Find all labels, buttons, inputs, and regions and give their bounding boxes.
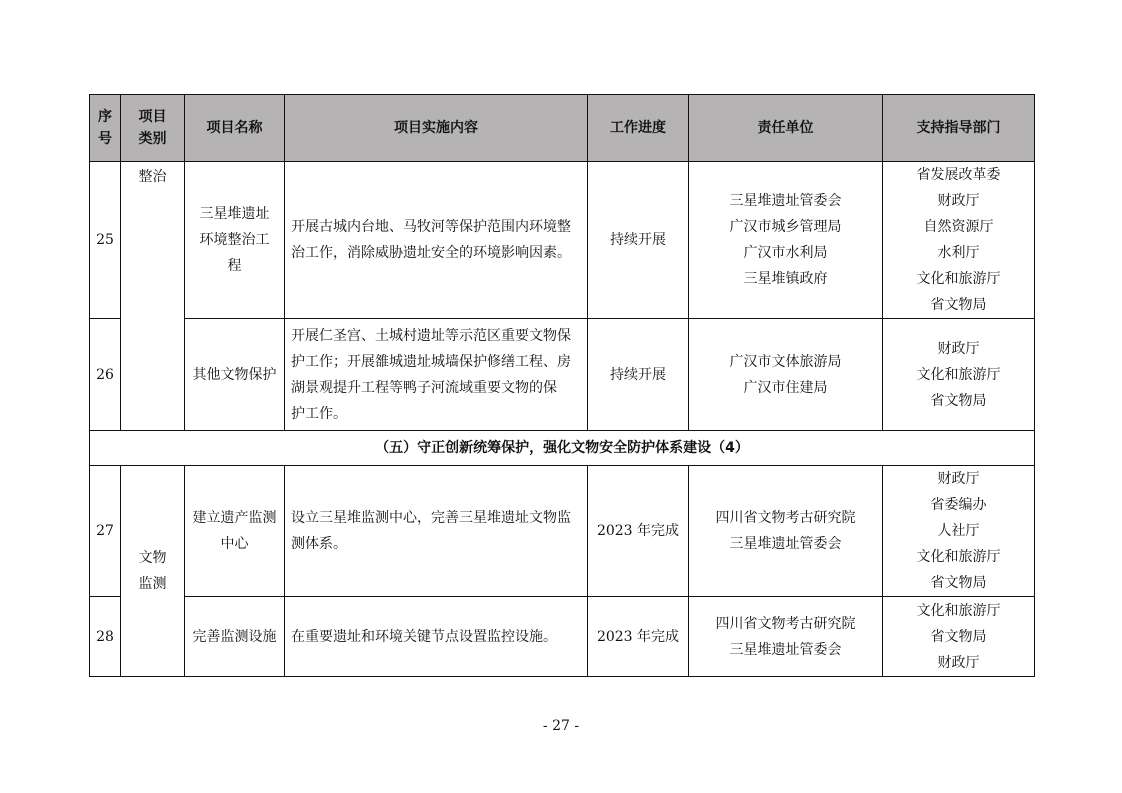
- cell-line: 其他文物保护: [192, 366, 277, 383]
- row-category: [121, 162, 185, 431]
- table-row: [90, 162, 1035, 319]
- row-seq: 28: [90, 597, 121, 677]
- cell-line: 财政厅: [937, 193, 980, 209]
- row-project-name: [185, 162, 285, 319]
- table-row: [90, 319, 1035, 431]
- header-category: [121, 95, 185, 162]
- cell-line: 人社厅: [937, 523, 980, 539]
- row-content: [285, 466, 588, 597]
- cell-line: 财政厅: [937, 654, 980, 671]
- cell-line: 中心: [220, 536, 249, 552]
- row-content: [285, 597, 588, 677]
- table-row: [90, 597, 1035, 677]
- cell-line: 号: [98, 131, 112, 147]
- header-content: 项目实施内容: [285, 95, 588, 162]
- row-support: [883, 162, 1035, 319]
- row-project-name: [185, 319, 285, 431]
- category-label: 整治: [138, 169, 167, 185]
- row-progress: 2023 年完成: [588, 597, 689, 677]
- cell-line: 三星堆遗址管委会: [729, 641, 842, 658]
- header-support: 支持指导部门: [883, 95, 1035, 162]
- table-row: [90, 466, 1035, 597]
- cell-line: 在重要遗址和环境关键节点设置监控设施。: [291, 628, 557, 645]
- cell-line: 自然资源厅: [923, 219, 994, 235]
- cell-line: 省文物局: [930, 392, 987, 409]
- cell-line: 财政厅: [937, 340, 980, 357]
- cell-line: 建立遗产监测: [192, 510, 277, 526]
- page-number: - 27 -: [542, 718, 580, 734]
- cell-line: 文化和旅游厅: [916, 602, 1001, 619]
- cell-line: 广汉市住建局: [743, 379, 828, 396]
- row-project-name: [185, 466, 285, 597]
- cell-line: 四川省文物考古研究院: [715, 615, 856, 632]
- cell-line: 程: [227, 258, 242, 274]
- row-project-name: [185, 597, 285, 677]
- row-progress: 持续开展: [588, 162, 689, 319]
- row-responsible: [689, 597, 883, 677]
- row-support: [883, 466, 1035, 597]
- row-content: [285, 319, 588, 431]
- cell-line: 序: [98, 109, 112, 125]
- row-content: [285, 162, 588, 319]
- header-row: [90, 95, 1035, 162]
- cell-line: 三星堆遗址管委会: [729, 536, 842, 552]
- cell-line: 设立三星堆监测中心，完善三星堆遗址文物监: [291, 510, 571, 526]
- header-progress: 工作进度: [588, 95, 689, 162]
- row-seq: 27: [90, 466, 121, 597]
- cell-line: 文化和旅游厅: [916, 366, 1001, 383]
- cell-line: 护工作。: [291, 405, 347, 422]
- cell-line: 项目: [138, 109, 167, 125]
- cell-line: 水利厅: [937, 245, 980, 261]
- cell-line: 护工作；开展雒城遗址城墙保护修缮工程、房: [291, 353, 571, 370]
- cell-line: 文化和旅游厅: [916, 271, 1001, 287]
- cell-line: 文物: [138, 550, 167, 566]
- cell-line: 财政厅: [937, 471, 980, 487]
- cell-line: 四川省文物考古研究院: [715, 510, 856, 526]
- cell-line: 治工作，消除威胁遗址安全的环境影响因素。: [291, 245, 571, 261]
- cell-line: 广汉市文体旅游局: [729, 353, 842, 370]
- cell-line: 文化和旅游厅: [916, 549, 1001, 565]
- cell-line: 测体系。: [291, 536, 347, 552]
- row-progress: 持续开展: [588, 319, 689, 431]
- cell-line: 省委编办: [930, 497, 987, 513]
- row-category: [121, 466, 185, 677]
- cell-line: 三星堆遗址管委会: [729, 193, 842, 209]
- row-responsible: [689, 162, 883, 319]
- section-row: [90, 431, 1035, 466]
- header-responsible: 责任单位: [689, 95, 883, 162]
- cell-line: 广汉市水利局: [743, 245, 828, 261]
- cell-line: 完善监测设施: [192, 628, 277, 645]
- cell-line: 省文物局: [930, 297, 987, 313]
- row-progress: 2023 年完成: [588, 466, 689, 597]
- row-seq: 25: [90, 162, 121, 319]
- cell-line: 广汉市城乡管理局: [729, 219, 842, 235]
- row-responsible: [689, 466, 883, 597]
- cell-line: 省文物局: [930, 628, 987, 645]
- row-support: [883, 597, 1035, 677]
- project-table: [89, 94, 1035, 677]
- cell-line: 监测: [138, 576, 167, 592]
- cell-line: 三星堆遗址: [199, 206, 270, 222]
- cell-line: 类别: [138, 131, 167, 147]
- cell-line: 省文物局: [930, 575, 987, 591]
- cell-line: 环境整治工: [199, 232, 270, 248]
- header-name: 项目名称: [185, 95, 285, 162]
- row-responsible: [689, 319, 883, 431]
- row-seq: 26: [90, 319, 121, 431]
- cell-line: 开展仁圣宫、土城村遗址等示范区重要文物保: [291, 327, 571, 344]
- section-title: （五）守正创新统筹保护，强化文物安全防护体系建设（4）: [90, 431, 1035, 466]
- header-seq: [90, 95, 121, 162]
- cell-line: 湖景观提升工程等鸭子河流域重要文物的保: [291, 379, 557, 396]
- cell-line: 开展古城内台地、马牧河等保护范围内环境整: [291, 219, 571, 235]
- row-support: [883, 319, 1035, 431]
- cell-line: 省发展改革委: [916, 167, 1001, 183]
- cell-line: 三星堆镇政府: [743, 271, 828, 287]
